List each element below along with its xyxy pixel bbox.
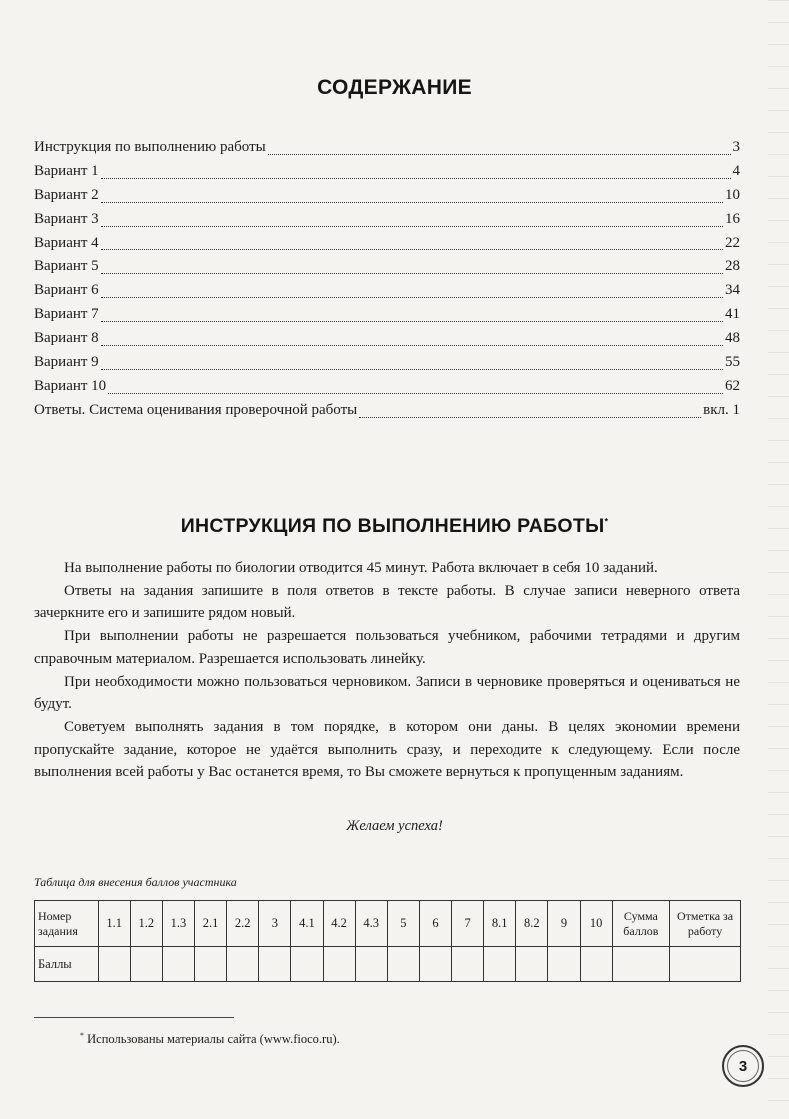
toc-item-label: Вариант 6 <box>34 282 99 299</box>
toc-leader-dots <box>101 297 723 298</box>
instructions-title: ИНСТРУКЦИЯ ПО ВЫПОЛНЕНИЮ РАБОТЫ* <box>180 515 609 537</box>
toc-item <box>34 351 740 375</box>
task-number-cell: 9 <box>548 901 580 947</box>
task-number-cell: 8.1 <box>484 901 516 947</box>
points-input-cell[interactable] <box>670 947 741 982</box>
points-input-cell[interactable] <box>98 947 130 982</box>
points-input-cell[interactable] <box>355 947 387 982</box>
points-input-cell[interactable] <box>580 947 612 982</box>
points-input-cell[interactable] <box>130 947 162 982</box>
toc-item <box>34 160 740 184</box>
task-number-cell: 5 <box>387 901 419 947</box>
task-number-cell: 10 <box>580 901 612 947</box>
toc-leader-dots <box>268 154 731 155</box>
points-input-cell[interactable] <box>162 947 194 982</box>
points-input-cell[interactable] <box>387 947 419 982</box>
toc-item <box>34 399 740 423</box>
toc-title: СОДЕРЖАНИЕ <box>317 76 472 99</box>
points-input-cell[interactable] <box>548 947 580 982</box>
toc-item-page: 34 <box>725 282 740 299</box>
toc-item-label: Вариант 1 <box>34 162 99 179</box>
footnote: * Использованы материалы сайта (www.fioco.ru). <box>80 1031 340 1047</box>
instructions-body <box>34 557 740 784</box>
toc-leader-dots <box>101 273 723 274</box>
task-number-cell: 2.2 <box>227 901 259 947</box>
task-number-cell: 4.2 <box>323 901 355 947</box>
toc-item-label: Вариант 10 <box>34 377 107 394</box>
toc-item-page: 48 <box>725 330 740 347</box>
points-input-cell[interactable] <box>484 947 516 982</box>
toc-item-page: 16 <box>725 210 740 227</box>
toc-item-page: 55 <box>725 354 740 371</box>
score-table-caption: Таблица для внесения баллов участника <box>34 875 237 889</box>
toc-item-label: Ответы. Система оценивания проверочной работы <box>34 401 358 418</box>
toc-item-label: Инструкция по выполнению работы <box>34 139 266 155</box>
toc-leader-dots <box>101 369 723 370</box>
points-label: Баллы <box>35 947 99 982</box>
task-number-cell: 6 <box>419 901 451 947</box>
task-number-cell: 1.2 <box>130 901 162 947</box>
points-input-cell[interactable] <box>516 947 548 982</box>
toc-item <box>34 303 740 327</box>
toc-item-page: 41 <box>725 306 740 323</box>
mark-header: Отметка за работу <box>670 901 741 947</box>
toc-item-label: Вариант 7 <box>34 306 99 323</box>
points-input-cell[interactable] <box>227 947 259 982</box>
sum-header: Сумма баллов <box>612 901 669 947</box>
toc-item <box>34 232 740 256</box>
points-input-cell[interactable] <box>291 947 323 982</box>
toc-leader-dots <box>101 345 723 346</box>
toc-item <box>34 136 740 160</box>
task-number-cell: 2.1 <box>195 901 227 947</box>
task-number-cell: 1.3 <box>162 901 194 947</box>
task-number-cell: 7 <box>452 901 484 947</box>
points-input-cell[interactable] <box>419 947 451 982</box>
toc-item-page: вкл. 1 <box>703 401 740 418</box>
instruction-paragraph: При выполнении работы не разрешается пользоваться учебником, рабочими тетрадями и другим справочным материалом. Разрешается использовать линейку. <box>34 628 740 667</box>
points-input-cell[interactable] <box>195 947 227 982</box>
toc-item <box>34 255 740 279</box>
toc-item-page: 22 <box>725 234 740 251</box>
toc-item-page: 10 <box>725 186 740 203</box>
toc-leader-dots <box>101 178 731 179</box>
toc-leader-dots <box>101 202 723 203</box>
toc-item-label: Вариант 8 <box>34 330 99 347</box>
toc-leader-dots <box>101 249 723 250</box>
toc-item <box>34 375 740 399</box>
score-table <box>34 900 741 982</box>
toc-item-label: Вариант 3 <box>34 210 99 227</box>
task-number-cell: 8.2 <box>516 901 548 947</box>
instruction-paragraph: Советуем выполнять задания в том порядке, в котором они даны. В целях экономии времени пропускайте задание, которое не удаётся выполнить сразу, и переходите к следующему. Если после выполнения всей работы у Вас останется время, то Вы сможете вернуться к пропущенным заданиям. <box>34 718 740 781</box>
instruction-paragraph: При необходимости можно пользоваться черновиком. Записи в черновике проверяться и оцениваться не будут. <box>34 673 740 713</box>
task-number-cell: 1.1 <box>98 901 130 947</box>
table-of-contents <box>34 136 740 423</box>
points-input-cell[interactable] <box>323 947 355 982</box>
toc-item-page: 3 <box>732 139 740 155</box>
task-number-header: Номер задания <box>35 901 99 947</box>
instruction-paragraph: Ответы на задания запишите в поля ответов в тексте работы. В случае записи неверного ответа зачеркните его и запишите рядом новый. <box>34 582 740 622</box>
toc-item-label: Вариант 2 <box>34 186 99 203</box>
good-luck-text: Желаем успеха! <box>346 818 443 834</box>
toc-item-label: Вариант 5 <box>34 258 99 275</box>
task-number-cell: 4.3 <box>355 901 387 947</box>
grid-paper-edge <box>768 0 789 1119</box>
toc-leader-dots <box>101 321 723 322</box>
toc-leader-dots <box>359 417 701 418</box>
toc-item <box>34 327 740 351</box>
page-number: 3 <box>722 1045 764 1087</box>
toc-item <box>34 208 740 232</box>
toc-item <box>34 184 740 208</box>
toc-item-page: 28 <box>725 258 740 275</box>
instruction-paragraph: На выполнение работы по биологии отводится 45 минут. Работа включает в себя 10 заданий. <box>64 560 658 576</box>
task-number-cell: 4.1 <box>291 901 323 947</box>
toc-item-label: Вариант 4 <box>34 234 99 251</box>
toc-leader-dots <box>101 226 723 227</box>
points-input-cell[interactable] <box>612 947 669 982</box>
points-input-cell[interactable] <box>259 947 291 982</box>
task-number-cell: 3 <box>259 901 291 947</box>
toc-item <box>34 279 740 303</box>
toc-item-page: 4 <box>732 162 740 179</box>
footnote-marker: * <box>604 516 609 527</box>
footnote-separator <box>34 1017 234 1018</box>
points-input-cell[interactable] <box>452 947 484 982</box>
toc-item-label: Вариант 9 <box>34 354 99 371</box>
toc-leader-dots <box>108 393 723 394</box>
toc-item-page: 62 <box>725 377 740 394</box>
